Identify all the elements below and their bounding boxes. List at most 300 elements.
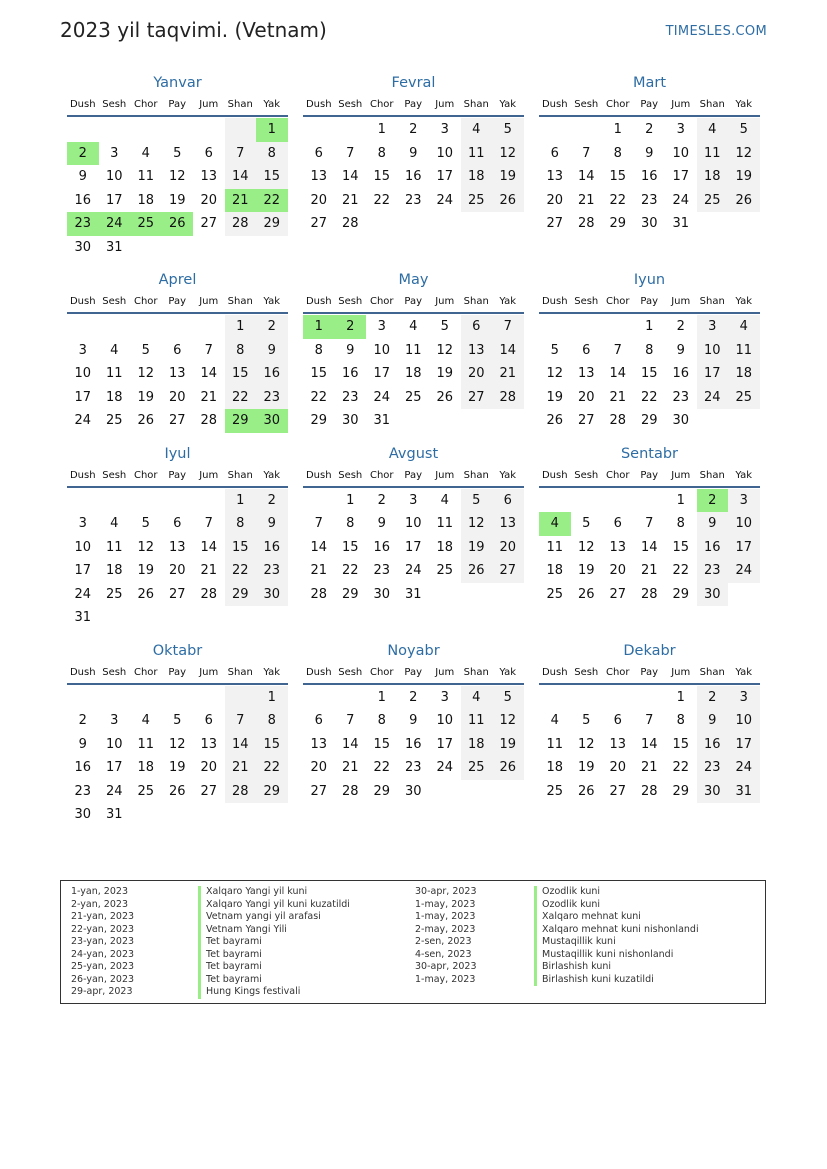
day-cell: 28 bbox=[200, 413, 218, 428]
day-cell: 27 bbox=[461, 386, 493, 410]
day-cell: 18 bbox=[461, 165, 493, 189]
weekday-label: Shan bbox=[463, 296, 489, 307]
day-cell: 13 bbox=[492, 512, 524, 536]
day-cell: 15 bbox=[256, 733, 288, 757]
month-fevral bbox=[303, 72, 524, 259]
day-cell: 5 bbox=[440, 319, 449, 334]
day-cell: 6 bbox=[550, 145, 559, 161]
day-cell: 12 bbox=[728, 142, 760, 166]
day-empty bbox=[193, 118, 225, 142]
day-cell: 9 bbox=[256, 339, 288, 363]
weekday-label: Sesh bbox=[338, 666, 363, 678]
day-cell: 5 bbox=[492, 686, 524, 710]
day-cell: 17 bbox=[728, 536, 760, 560]
day-cell: 22 bbox=[341, 563, 359, 578]
holiday-date: 2-may, 2023 bbox=[415, 923, 476, 935]
day-cell: 22 bbox=[373, 760, 391, 775]
day-cell: 13 bbox=[168, 539, 186, 555]
weekday-label: Jum bbox=[199, 99, 219, 110]
day-cell: 19 bbox=[728, 165, 760, 189]
day-cell: 10 bbox=[74, 366, 92, 381]
day-cell: 23 bbox=[640, 192, 658, 208]
day-grid bbox=[303, 685, 524, 804]
weekday-label: Dush bbox=[541, 469, 568, 481]
day-empty bbox=[162, 118, 194, 142]
day-cell: 4 bbox=[110, 516, 119, 531]
weekday-label: Chor bbox=[133, 666, 158, 678]
month-name: Avgust bbox=[388, 445, 439, 462]
day-cell: 8 bbox=[377, 713, 386, 728]
day-empty bbox=[303, 686, 335, 710]
day-cell: 28 bbox=[577, 216, 595, 231]
day-cell: 12 bbox=[461, 512, 493, 536]
day-cell: 26 bbox=[577, 783, 595, 799]
day-cell: 9 bbox=[645, 145, 654, 161]
holiday-name: Birlashish kuni bbox=[534, 961, 699, 974]
holiday-name: Mustaqillik kuni bbox=[534, 936, 699, 949]
day-cell: 4 bbox=[550, 713, 559, 728]
day-cell: 26 bbox=[461, 559, 493, 583]
day-cell: 22 bbox=[225, 559, 257, 583]
day-grid bbox=[539, 117, 760, 236]
day-cell: 13 bbox=[609, 736, 627, 752]
day-cell: 9 bbox=[256, 512, 288, 536]
day-cell: 1 bbox=[377, 122, 386, 137]
day-cell: 12 bbox=[546, 366, 564, 381]
weekday-header bbox=[303, 291, 524, 314]
weekday-label: Dush bbox=[305, 99, 332, 110]
day-cell: 27 bbox=[609, 783, 627, 799]
day-cell-holiday: 1 bbox=[256, 118, 288, 142]
weekday-label: Chor bbox=[605, 666, 630, 678]
day-cell: 11 bbox=[137, 169, 155, 184]
day-empty bbox=[539, 489, 571, 513]
day-cell: 17 bbox=[672, 169, 690, 184]
day-empty bbox=[634, 489, 666, 513]
holiday-name: Ozodlik kuni bbox=[534, 899, 699, 912]
weekday-header bbox=[303, 662, 524, 685]
day-empty bbox=[539, 118, 571, 142]
day-cell: 27 bbox=[168, 413, 186, 428]
day-cell: 21 bbox=[492, 362, 524, 386]
holiday-date: 1-yan, 2023 bbox=[71, 886, 128, 897]
day-cell: 28 bbox=[225, 780, 257, 804]
day-cell: 26 bbox=[137, 586, 155, 602]
day-cell-holiday: 1 bbox=[303, 315, 335, 339]
day-cell: 24 bbox=[728, 756, 760, 780]
weekday-label: Yak bbox=[263, 296, 281, 307]
day-cell: 14 bbox=[200, 366, 218, 381]
weekday-label: Jum bbox=[435, 469, 455, 481]
day-grid bbox=[303, 314, 524, 433]
weekday-label: Jum bbox=[671, 469, 691, 481]
day-empty bbox=[99, 489, 131, 513]
day-cell: 10 bbox=[404, 516, 422, 531]
weekday-label: Jum bbox=[435, 99, 455, 110]
day-empty bbox=[335, 686, 367, 710]
day-grid bbox=[67, 117, 288, 259]
day-cell: 14 bbox=[492, 339, 524, 363]
day-cell: 22 bbox=[373, 192, 391, 208]
day-cell: 3 bbox=[440, 122, 449, 137]
day-cell: 16 bbox=[404, 736, 422, 752]
day-cell: 15 bbox=[609, 169, 627, 184]
holiday-name: Hung Kings festivali bbox=[198, 986, 350, 999]
day-cell: 15 bbox=[672, 736, 690, 752]
day-cell: 1 bbox=[613, 122, 622, 137]
day-cell: 28 bbox=[640, 783, 658, 799]
day-cell: 16 bbox=[373, 539, 391, 555]
day-cell: 25 bbox=[436, 563, 454, 578]
month-name: Dekabr bbox=[623, 642, 676, 659]
day-cell-holiday: 26 bbox=[162, 212, 194, 236]
weekday-label: Pay bbox=[404, 666, 423, 678]
day-cell: 3 bbox=[728, 686, 760, 710]
month-name: Noyabr bbox=[387, 642, 440, 659]
day-cell: 24 bbox=[436, 760, 454, 775]
day-cell: 28 bbox=[640, 586, 658, 602]
day-cell: 16 bbox=[697, 536, 729, 560]
day-cell-holiday: 2 bbox=[67, 142, 99, 166]
day-cell: 20 bbox=[168, 563, 186, 578]
day-cell: 25 bbox=[404, 389, 422, 405]
day-cell: 30 bbox=[640, 216, 658, 231]
day-cell: 7 bbox=[645, 713, 654, 728]
day-cell: 16 bbox=[341, 366, 359, 381]
day-cell: 1 bbox=[225, 315, 257, 339]
day-cell: 7 bbox=[346, 713, 355, 728]
day-empty bbox=[571, 118, 603, 142]
day-empty bbox=[193, 686, 225, 710]
day-grid bbox=[539, 488, 760, 607]
day-cell: 23 bbox=[256, 559, 288, 583]
site-link[interactable]: TIMESLES.COM bbox=[665, 24, 767, 39]
day-cell: 28 bbox=[492, 386, 524, 410]
weekday-label: Shan bbox=[463, 469, 489, 481]
holiday-date: 30-apr, 2023 bbox=[415, 961, 477, 972]
weekday-header bbox=[303, 94, 524, 117]
day-cell-holiday: 2 bbox=[335, 315, 367, 339]
day-cell: 25 bbox=[728, 386, 760, 410]
day-cell: 12 bbox=[168, 169, 186, 184]
day-cell: 2 bbox=[409, 122, 418, 137]
day-cell: 23 bbox=[256, 386, 288, 410]
day-cell: 20 bbox=[168, 389, 186, 405]
day-cell: 4 bbox=[440, 492, 449, 508]
weekday-label: Pay bbox=[168, 296, 187, 307]
day-cell: 15 bbox=[256, 165, 288, 189]
day-cell: 30 bbox=[341, 413, 359, 428]
day-cell: 3 bbox=[377, 319, 386, 334]
day-cell: 24 bbox=[74, 413, 92, 428]
day-cell: 23 bbox=[404, 192, 422, 208]
weekday-label: Dush bbox=[69, 469, 96, 481]
day-cell: 11 bbox=[461, 142, 493, 166]
day-cell: 2 bbox=[697, 686, 729, 710]
day-cell: 18 bbox=[137, 192, 155, 208]
day-cell: 9 bbox=[346, 342, 355, 358]
day-cell: 24 bbox=[728, 559, 760, 583]
month-name: Iyul bbox=[164, 445, 191, 462]
weekday-label: Pay bbox=[168, 99, 187, 110]
weekday-label: Sesh bbox=[102, 296, 127, 307]
weekday-label: Dush bbox=[69, 99, 96, 110]
day-empty bbox=[99, 315, 131, 339]
day-cell: 24 bbox=[436, 192, 454, 208]
day-cell: 30 bbox=[672, 413, 690, 428]
day-empty bbox=[571, 315, 603, 339]
day-cell: 29 bbox=[373, 783, 391, 799]
day-empty bbox=[130, 118, 162, 142]
day-cell: 17 bbox=[404, 539, 422, 555]
weekday-label: Yak bbox=[735, 469, 753, 481]
day-cell-holiday: 25 bbox=[130, 212, 162, 236]
holiday-name: Xalqaro Yangi yil kuni bbox=[198, 886, 350, 899]
weekday-header bbox=[67, 94, 288, 117]
day-cell: 22 bbox=[256, 756, 288, 780]
day-empty bbox=[162, 489, 194, 513]
day-cell: 10 bbox=[672, 145, 690, 161]
day-cell: 29 bbox=[609, 216, 627, 231]
day-empty bbox=[539, 686, 571, 710]
day-cell: 14 bbox=[640, 736, 658, 752]
month-name: Oktabr bbox=[152, 642, 203, 659]
day-cell: 18 bbox=[105, 389, 123, 405]
day-cell: 22 bbox=[640, 389, 658, 405]
day-empty bbox=[602, 686, 634, 710]
weekday-label: Jum bbox=[671, 296, 691, 307]
day-cell: 9 bbox=[676, 342, 685, 358]
month-name: Iyun bbox=[633, 272, 666, 288]
day-cell: 5 bbox=[728, 118, 760, 142]
day-cell: 21 bbox=[310, 563, 328, 578]
day-grid bbox=[303, 488, 524, 607]
day-cell: 24 bbox=[404, 563, 422, 578]
day-cell: 15 bbox=[341, 539, 359, 555]
day-cell: 19 bbox=[436, 366, 454, 381]
day-cell: 9 bbox=[78, 169, 87, 184]
day-cell: 8 bbox=[256, 142, 288, 166]
day-cell: 22 bbox=[225, 386, 257, 410]
weekday-label: Jum bbox=[199, 469, 219, 481]
day-cell: 3 bbox=[78, 342, 87, 358]
month-mart bbox=[539, 72, 760, 259]
day-empty bbox=[571, 686, 603, 710]
weekday-label: Jum bbox=[435, 296, 455, 307]
day-cell: 19 bbox=[546, 389, 564, 405]
day-grid bbox=[67, 314, 288, 433]
day-grid bbox=[539, 685, 760, 804]
day-cell: 20 bbox=[200, 760, 218, 775]
month-avgust bbox=[303, 443, 524, 630]
day-cell: 5 bbox=[173, 145, 182, 161]
day-cell: 10 bbox=[697, 339, 729, 363]
day-cell: 16 bbox=[256, 536, 288, 560]
day-empty bbox=[225, 686, 257, 710]
day-cell: 29 bbox=[672, 586, 690, 602]
holiday-dates-right bbox=[415, 886, 477, 986]
weekday-label: Jum bbox=[435, 666, 455, 678]
weekday-label: Chor bbox=[605, 469, 630, 481]
day-cell: 6 bbox=[173, 516, 182, 531]
day-cell: 15 bbox=[225, 536, 257, 560]
day-cell: 25 bbox=[137, 783, 155, 799]
day-cell: 27 bbox=[200, 783, 218, 799]
weekday-label: Pay bbox=[404, 469, 423, 481]
day-cell: 20 bbox=[609, 760, 627, 775]
day-cell: 8 bbox=[256, 709, 288, 733]
day-cell: 1 bbox=[346, 492, 355, 508]
day-cell: 3 bbox=[110, 145, 119, 161]
weekday-header bbox=[539, 94, 760, 117]
day-cell: 2 bbox=[645, 122, 654, 137]
weekday-label: Shan bbox=[227, 296, 253, 307]
day-cell: 5 bbox=[550, 342, 559, 358]
day-cell: 30 bbox=[373, 586, 391, 602]
day-cell: 20 bbox=[200, 192, 218, 208]
day-cell: 16 bbox=[404, 169, 422, 184]
day-cell: 4 bbox=[697, 118, 729, 142]
day-cell: 4 bbox=[141, 145, 150, 161]
weekday-label: Yak bbox=[263, 99, 281, 110]
day-cell: 16 bbox=[256, 362, 288, 386]
weekday-label: Yak bbox=[499, 99, 517, 110]
weekday-label: Dush bbox=[69, 666, 96, 678]
weekday-label: Shan bbox=[699, 469, 725, 481]
weekday-label: Pay bbox=[640, 666, 659, 678]
day-cell: 2 bbox=[256, 315, 288, 339]
day-cell: 8 bbox=[676, 713, 685, 728]
month-name: Yanvar bbox=[153, 75, 202, 91]
weekday-label: Sesh bbox=[338, 296, 363, 307]
day-cell: 11 bbox=[728, 339, 760, 363]
day-cell: 8 bbox=[645, 342, 654, 358]
day-cell: 20 bbox=[461, 362, 493, 386]
day-cell: 8 bbox=[314, 342, 323, 358]
day-cell: 14 bbox=[341, 169, 359, 184]
day-cell: 13 bbox=[461, 339, 493, 363]
day-cell: 8 bbox=[613, 145, 622, 161]
day-cell: 10 bbox=[105, 169, 123, 184]
month-iyun bbox=[539, 269, 760, 433]
weekday-header bbox=[67, 662, 288, 685]
day-cell: 30 bbox=[256, 583, 288, 607]
day-empty bbox=[602, 489, 634, 513]
day-cell: 19 bbox=[492, 165, 524, 189]
day-empty bbox=[67, 315, 99, 339]
day-cell: 8 bbox=[346, 516, 355, 531]
day-cell: 17 bbox=[105, 192, 123, 208]
day-cell: 5 bbox=[141, 516, 150, 531]
weekday-label: Shan bbox=[463, 99, 489, 110]
day-cell-holiday: 30 bbox=[256, 409, 288, 433]
day-cell: 22 bbox=[310, 389, 328, 405]
weekday-label: Jum bbox=[199, 666, 219, 678]
day-cell: 9 bbox=[409, 145, 418, 161]
weekday-label: Yak bbox=[735, 99, 753, 110]
day-cell: 2 bbox=[78, 713, 87, 728]
holiday-name: Xalqaro Yangi yil kuni kuzatildi bbox=[198, 899, 350, 912]
day-cell: 23 bbox=[697, 756, 729, 780]
day-cell: 30 bbox=[74, 239, 92, 255]
day-cell: 23 bbox=[404, 760, 422, 775]
day-cell: 23 bbox=[373, 563, 391, 578]
day-cell: 24 bbox=[697, 386, 729, 410]
day-grid bbox=[67, 488, 288, 630]
day-cell: 18 bbox=[436, 539, 454, 555]
day-cell: 11 bbox=[105, 539, 123, 555]
holiday-name: Xalqaro mehnat kuni bbox=[534, 911, 699, 924]
weekday-label: Sesh bbox=[338, 99, 363, 110]
day-cell: 8 bbox=[377, 145, 386, 161]
weekday-label: Sesh bbox=[574, 296, 599, 307]
day-cell: 26 bbox=[137, 413, 155, 428]
day-cell: 3 bbox=[110, 713, 119, 728]
weekday-label: Chor bbox=[133, 469, 158, 481]
day-cell: 16 bbox=[697, 733, 729, 757]
weekday-label: Shan bbox=[699, 296, 725, 307]
day-cell: 7 bbox=[613, 342, 622, 358]
day-cell: 3 bbox=[697, 315, 729, 339]
day-cell: 1 bbox=[225, 489, 257, 513]
day-cell: 4 bbox=[461, 686, 493, 710]
weekday-label: Yak bbox=[499, 666, 517, 678]
day-cell: 7 bbox=[346, 145, 355, 161]
weekday-header bbox=[539, 662, 760, 685]
day-cell: 11 bbox=[105, 366, 123, 381]
day-cell: 7 bbox=[225, 709, 257, 733]
day-cell: 2 bbox=[256, 489, 288, 513]
weekday-label: Sesh bbox=[102, 99, 127, 110]
day-cell: 13 bbox=[168, 366, 186, 381]
day-cell: 25 bbox=[461, 756, 493, 780]
day-cell: 27 bbox=[577, 413, 595, 428]
day-cell: 5 bbox=[492, 118, 524, 142]
day-cell: 20 bbox=[310, 760, 328, 775]
weekday-label: Dush bbox=[305, 469, 332, 481]
day-cell: 12 bbox=[137, 366, 155, 381]
day-empty bbox=[335, 118, 367, 142]
day-cell: 13 bbox=[200, 169, 218, 184]
day-cell: 21 bbox=[577, 192, 595, 208]
day-cell: 7 bbox=[645, 516, 654, 531]
day-cell: 9 bbox=[377, 516, 386, 531]
day-cell: 27 bbox=[168, 586, 186, 602]
day-cell-holiday: 22 bbox=[256, 189, 288, 213]
day-cell: 6 bbox=[613, 516, 622, 531]
day-empty bbox=[539, 315, 571, 339]
day-cell: 28 bbox=[341, 783, 359, 799]
month-may bbox=[303, 269, 524, 433]
day-cell: 1 bbox=[645, 319, 654, 334]
day-cell: 23 bbox=[74, 783, 92, 799]
day-cell: 19 bbox=[461, 536, 493, 560]
day-cell: 10 bbox=[728, 709, 760, 733]
holiday-date: 26-yan, 2023 bbox=[71, 973, 135, 985]
day-cell: 16 bbox=[74, 192, 92, 208]
day-cell: 19 bbox=[168, 192, 186, 208]
day-empty bbox=[225, 118, 257, 142]
holiday-date: 1-may, 2023 bbox=[415, 911, 476, 922]
day-cell: 14 bbox=[341, 736, 359, 752]
day-cell: 12 bbox=[137, 539, 155, 555]
holiday-date: 21-yan, 2023 bbox=[71, 911, 135, 922]
weekday-label: Shan bbox=[227, 99, 253, 110]
day-cell: 19 bbox=[577, 563, 595, 578]
day-cell: 6 bbox=[613, 713, 622, 728]
weekday-label: Dush bbox=[541, 99, 568, 110]
weekday-label: Chor bbox=[369, 469, 394, 481]
